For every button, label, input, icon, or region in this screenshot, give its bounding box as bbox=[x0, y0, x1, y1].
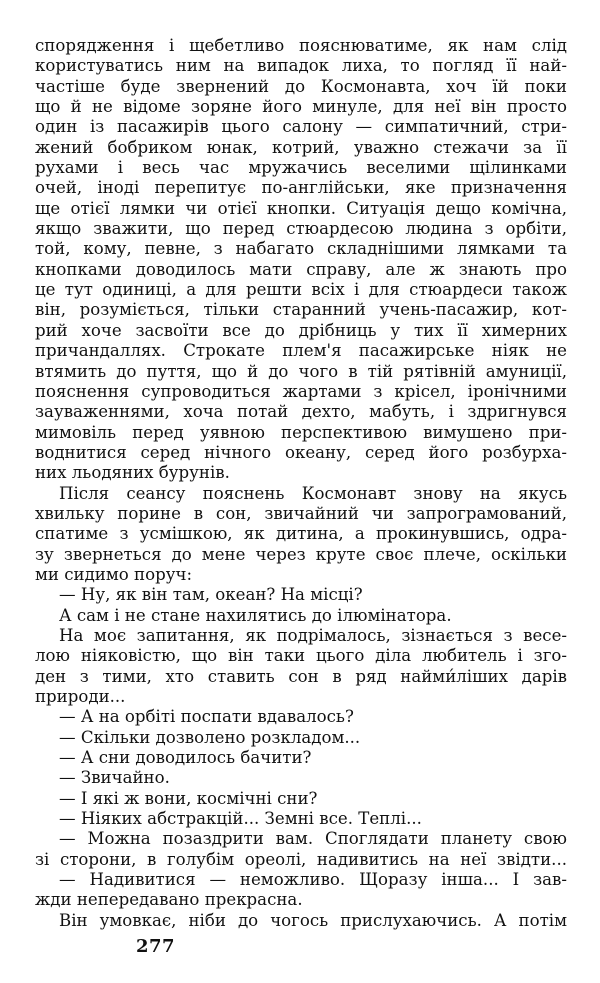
text-line: один із пасажирів цього салону — симпатичний, стри- bbox=[35, 117, 567, 137]
text-line: Після сеансу пояснень Космонавт знову на якусь bbox=[59, 483, 567, 503]
text-line: це тут одиниці, а для решти всіх і для стюардеси також bbox=[35, 280, 567, 300]
text-line: мимовіль перед уявною перспективою вимушено при- bbox=[35, 422, 567, 442]
text-line: — А сни доводилось бачити? bbox=[59, 748, 312, 768]
text-line: Він умовкає, ніби до чогось прислухаючись. А потім bbox=[59, 910, 567, 930]
text-line: ми сидимо поруч: bbox=[35, 564, 193, 584]
text-line: хвильку порине в сон, звичайний чи запрограмований, bbox=[35, 503, 567, 523]
text-line: — А на орбіті поспати вдавалось? bbox=[59, 707, 354, 727]
text-line: зауваженнями, хоча потай дехто, мабуть, і здригнувся bbox=[35, 402, 567, 422]
text-line: — Ніяких абстракцій... Земні все. Теплі... bbox=[59, 809, 422, 829]
text-line: частіше буде звернений до Космонавта, хоч їй поки bbox=[35, 76, 567, 96]
text-line: ще отієї лямки чи отієї кнопки. Ситуація дещо комічна, bbox=[35, 198, 567, 218]
page-number: 277 bbox=[136, 936, 176, 957]
text-line: природи... bbox=[35, 687, 126, 706]
text-line: воднитися серед нічного океану, серед його розбурха- bbox=[35, 442, 567, 462]
text-line: — Ну, як він там, океан? На місці? bbox=[59, 585, 363, 605]
text-line: — Звичайно. bbox=[59, 768, 170, 788]
text-line: зу звернеться до мене через круте своє плече, оскільки bbox=[35, 544, 567, 564]
text-line: він, розуміється, тільки старанний учень-пасажир, кот- bbox=[35, 300, 567, 320]
text-line: них льодяних бурунів. bbox=[35, 463, 230, 483]
page-body bbox=[35, 36, 567, 931]
text-line: очей, іноді перепитує по-англійськи, яке призначення bbox=[35, 178, 567, 198]
text-line: що й не відоме зоряне його минуле, для неї він просто bbox=[35, 97, 567, 117]
text-line: лою ніяковістю, що він таки цього діла любитель і зго- bbox=[35, 646, 567, 666]
text-line: той, кому, певне, з набагато складнішими лямками та bbox=[35, 239, 567, 259]
text-line: А сам і не стане нахилятись до ілюмінатора. bbox=[59, 605, 452, 625]
text-line: — Можна позаздрити вам. Споглядати планету свою bbox=[59, 829, 567, 849]
text-line: — Надивитися — неможливо. Щоразу інша... І зав- bbox=[59, 870, 567, 890]
text-line: жди непередавано прекрасна. bbox=[35, 890, 303, 910]
text-line: спорядження і щебетливо пояснюватиме, як нам слід bbox=[35, 36, 567, 55]
text-line: причандаллях. Строкате плем'я пасажирське ніяк не bbox=[35, 341, 567, 361]
text-line: пояснення супроводиться жартами з крісел, іронічними bbox=[35, 381, 567, 401]
text-line: — І які ж вони, космічні сни? bbox=[59, 788, 318, 808]
text-line: зі сторони, в голубім ореолі, надивитись на неї звідти... bbox=[35, 849, 567, 869]
text-line: ден з тими, хто ставить сон в ряд найми́ліших дарів bbox=[35, 666, 567, 686]
text-line: якщо зважити, що перед стюардесою людина з орбіти, bbox=[35, 219, 567, 239]
text-line: втямить до пуття, що й до чого в тій рятівній амуниції, bbox=[35, 361, 567, 381]
text-line: користуватись ним на випадок лиха, то погляд її най- bbox=[35, 56, 567, 76]
text-line: рий хоче засвоїти все до дрібниць у тих її химерних bbox=[35, 320, 567, 340]
text-line: — Скільки дозволено розкладом... bbox=[59, 727, 361, 747]
text-line: рухами і весь час мружачись веселими щілинками bbox=[35, 158, 567, 178]
text-line: кнопками доводилось мати справу, але ж знають про bbox=[35, 259, 567, 279]
text-line: На моє запитання, як подрімалось, зізнається з весе- bbox=[59, 625, 567, 645]
text-line: жений бобриком юнак, котрий, уважно стежачи за її bbox=[35, 137, 567, 157]
text-line: спатиме з усмішкою, як дитина, а прокинувшись, одра- bbox=[35, 524, 567, 544]
